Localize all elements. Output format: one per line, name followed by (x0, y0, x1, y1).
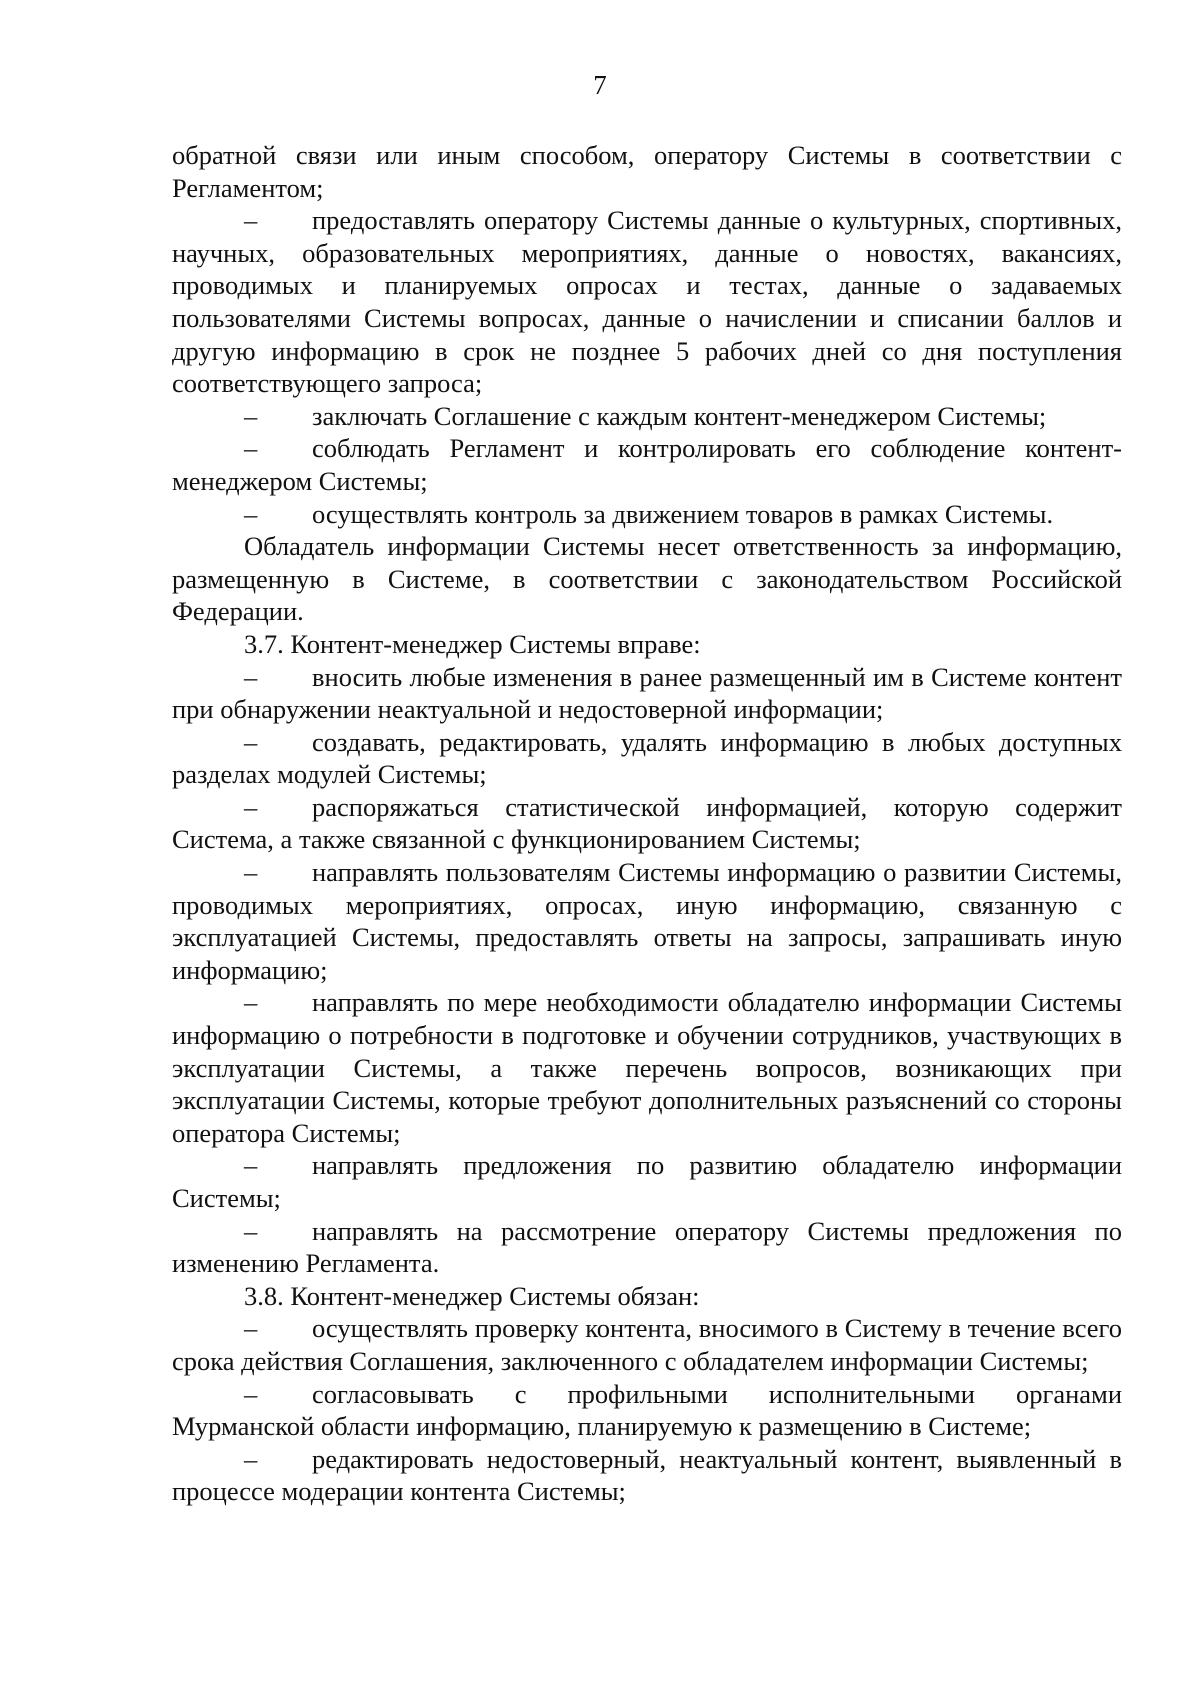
list-item (172, 400, 1122, 433)
list-item (172, 986, 1122, 1149)
list-item (172, 432, 1122, 497)
list-item (172, 1378, 1122, 1443)
list-item (172, 498, 1122, 531)
paragraph (172, 530, 1122, 628)
list-item (172, 726, 1122, 791)
paragraph-text: Обладатель информации Системы несет ответственность за информацию, размещенную в Системе, в соответствии с законодательством Российской Федерации. (172, 531, 1122, 627)
list-item (172, 661, 1122, 726)
paragraph-text: редактировать недостоверный, неактуальный контент, выявленный в процессе модерации контента Системы; (172, 1443, 1122, 1507)
list-item (172, 791, 1122, 856)
page-number: 7 (593, 70, 607, 100)
paragraph-text: направлять по мере необходимости обладателю информации Системы информацию о потребности в подготовке и обучении сотрудников, участвующих в эксплуатации Системы, а также перечень вопросов, возникающих при эксплуатации Системы, которые требуют дополнительных разъяснений со стороны оператора Системы; (172, 987, 1122, 1148)
dash-bullet: – (244, 661, 258, 692)
paragraph-text: 3.7. Контент-менеджер Системы вправе: (244, 628, 701, 659)
dash-bullet: – (244, 1443, 258, 1474)
paragraph-text: осуществлять проверку контента, вносимого в Систему в течение всего срока действия Соглашения, заключенного с обладателем информации Системы; (172, 1313, 1122, 1376)
dash-bullet: – (244, 1150, 258, 1181)
list-item (172, 204, 1122, 400)
paragraph-text: соблюдать Регламент и контролировать его соблюдение контент-менеджером Системы; (172, 433, 1122, 496)
document-body (172, 139, 1122, 1508)
paragraph (172, 1280, 1122, 1313)
dash-bullet: – (244, 857, 258, 888)
paragraph-text: распоряжаться статистической информацией, которую содержит Система, а также связанной с функционированием Системы; (172, 791, 1122, 855)
paragraph-text: обратной связи или иным способом, оператору Системы в соответствии с Регламентом; (172, 140, 1122, 203)
paragraph-text: 3.8. Контент-менеджер Системы обязан: (244, 1280, 700, 1311)
paragraph-text: направлять пользователям Системы информацию о развитии Системы, проводимых мероприятиях, опросах, иную информацию, связанную с эксплуатацией Системы, предоставлять ответы на запросы, запрашивать иную информацию; (172, 857, 1122, 985)
dash-bullet: – (244, 400, 258, 431)
paragraph-text: заключать Соглашение с каждым контент-менеджером Системы; (312, 400, 1047, 431)
dash-bullet: – (244, 726, 258, 757)
paragraph (172, 139, 1122, 204)
list-item (172, 1443, 1122, 1508)
paragraph-text: вносить любые изменения в ранее размещенный им в Системе контент при обнаружении неактуальной и недостоверной информации; (172, 661, 1122, 725)
paragraph-text: согласовывать с профильными исполнительными органами Мурманской области информацию, планируемую к размещению в Системе; (172, 1378, 1122, 1442)
list-item (172, 856, 1122, 986)
dash-bullet: – (244, 1378, 258, 1409)
paragraph-text: создавать, редактировать, удалять информацию в любых доступных разделах модулей Системы; (172, 726, 1122, 790)
paragraph-text: предоставлять оператору Системы данные о культурных, спортивных, научных, образовательных мероприятиях, данные о новостях, вакансиях, проводимых и планируемых опросах и тестах, данные о задаваемых пользователями Системы вопросах, данные о начислении и списании баллов и другую информацию в срок не позднее 5 рабочих дней со дня поступления соответствующего запроса; (172, 205, 1122, 399)
dash-bullet: – (244, 791, 258, 822)
list-item (172, 1215, 1122, 1280)
dash-bullet: – (244, 1215, 258, 1246)
dash-bullet: – (244, 1313, 258, 1344)
dash-bullet: – (244, 433, 258, 464)
paragraph (172, 628, 1122, 661)
paragraph-text: направлять на рассмотрение оператору Системы предложения по изменению Регламента. (172, 1215, 1122, 1279)
dash-bullet: – (244, 987, 258, 1018)
paragraph-text: осуществлять контроль за движением товаров в рамках Системы. (312, 498, 1054, 529)
paragraph-text: направлять предложения по развитию обладателю информации Системы; (172, 1150, 1122, 1213)
dash-bullet: – (244, 205, 258, 236)
list-item (172, 1312, 1122, 1377)
list-item (172, 1149, 1122, 1214)
dash-bullet: – (244, 498, 258, 529)
